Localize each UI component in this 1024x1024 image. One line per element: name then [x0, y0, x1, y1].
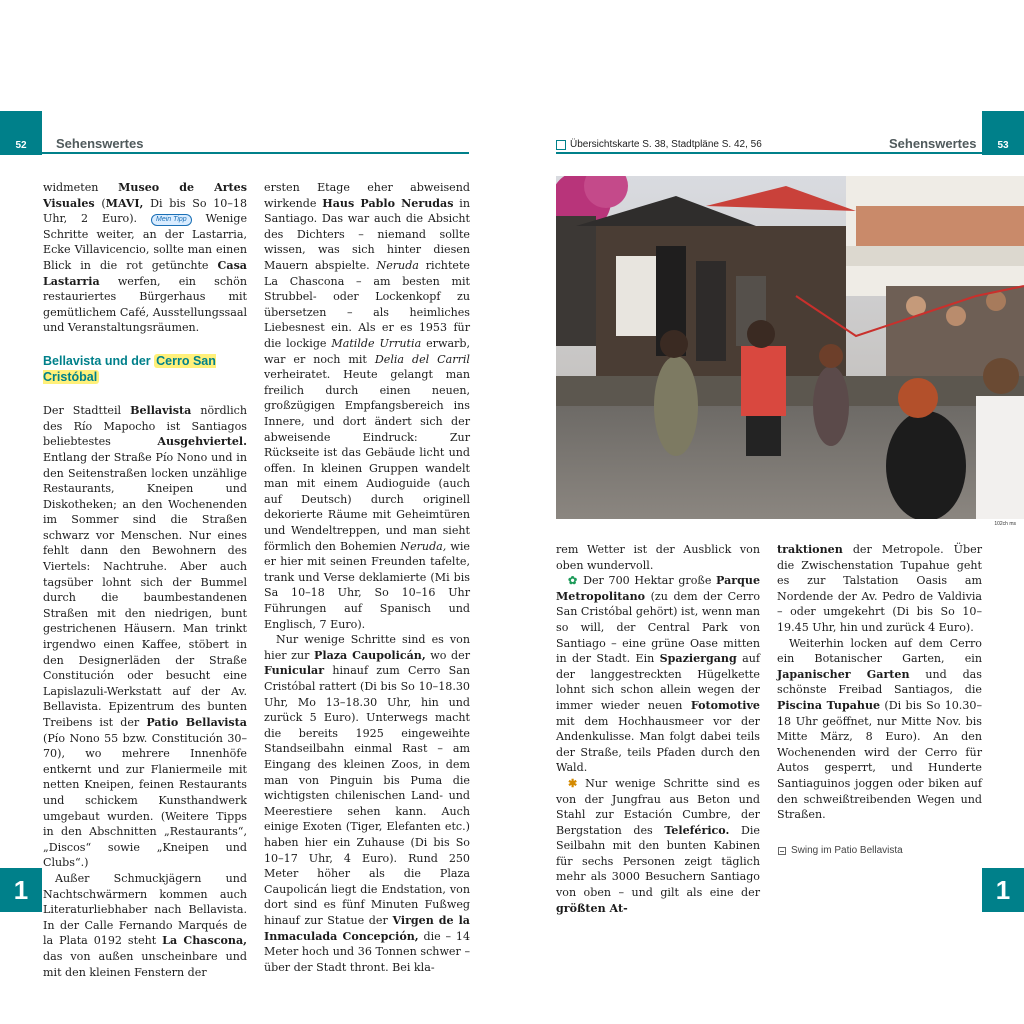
text-column-2 — [264, 180, 470, 975]
text-column-4 — [777, 542, 982, 823]
photo-caption — [778, 845, 903, 856]
park-icon: ✿ — [568, 574, 579, 588]
text-column-3 — [556, 542, 760, 916]
paragraph: Der Stadtteil Bellavista nördlich des Río Mapocho ist Santiagos beliebtestes Ausgehviertel. Entlang der Straße Pío Nono und in den Seitenstraßen locken unzählige Restaurants, Kneipen und Diskotheken; an den Wochenenden im Sommer sind die Straßen schwarz vor Menschen. Nur eines fehlt dann den Bewohnern des Viertels: Nachtruhe. Aber auch tagsüber lohnt sich der Bummel durch die baumbestandenen Straßen mit den niedrigen, bunt gestrichenen Häusern. Man trinkt irgendwo einen Kaffee, stöbert in den Designerläden der Straße Constitución oder besucht eine Lapislazuli-Werkstatt auf der Av. Bellavista. Epizentrum des bunten Treibens ist der Patio Bellavista (Pío Nono 55 bzw. Constitución 30–70), wo mehrere Innenhöfe entkernt und zur Flaniermeile mit netten Kneipen, feinen Restaurants und schickem Kunsthandwerk umgebaut wurden. (Weitere Tipps in den Abschnitten „Restaurants“, „Discos“ sowie „Kneipen und Clubs“.) — [43, 404, 247, 870]
paragraph: ✿ Der 700 Hektar große Parque Metropolitano (zu dem der Cerro San Cristóbal gehört) ist, wenn man so will, der Central Park von Santiago – eine grüne Oase mitten in der Stadt. Ein Spaziergang auf der langgestreckten Hügelkette lohnt sich schon allein wegen der immer wieder neuen Fotomotive mit dem Hochhausmeer vor der Andenkulisse. Man folgt dabei teils der Straße, teils Pfaden durch den Wald. — [556, 574, 761, 775]
map-reference — [556, 139, 762, 150]
page-number-right: 53 — [982, 111, 1024, 155]
paragraph: traktionen der Metropole. Über die Zwischenstation Tupahue geht es zur Talstation Oasis am Nordende der Av. Pedro de Valdivia – oder umgekehrt (Di bis So 10–19.45 Uhr, hin und zurück 4 Euro). — [777, 543, 982, 634]
paragraph: rem Wetter ist der Ausblick von oben wundervoll. — [556, 543, 760, 572]
paragraph: widmeten Museo de Artes Visuales (MAVI, Di bis So 10–18 Uhr, 2 Euro). Mein Tipp Wenige Schritte weiter, an der Lastarria, Ecke Villavicencio, sollte man einen Blick in die rot getünchte Casa Lastarria werfen, ein schön restauriertes Bürgerhaus mit gemütlichem Café, Ausstellungssaal und Veranstaltungsräumen. — [43, 181, 248, 335]
text-column-1 — [43, 180, 247, 980]
photo-credit: 102ch ms — [994, 521, 1016, 527]
header-rule-left — [42, 152, 469, 154]
chapter-tab-left: 1 — [0, 868, 42, 912]
photo-illustration — [556, 176, 1024, 519]
section-title-left: Sehenswertes — [56, 136, 144, 151]
mein-tipp-badge: Mein Tipp — [151, 214, 192, 226]
paragraph: Weiterhin locken auf dem Cerro ein Botanischer Garten, ein Japanischer Garten und das schönste Freibad Santiagos, die Piscina Tupahue (Di bis So 10.30–18 Uhr geöffnet, nur Mitte Nov. bis Mitte März, 8 Euro). An den Wochenenden wird der Cerro für Autos gesperrt, und Hunderte Santiaguinos joggen oder biken auf den schweißtreibenden Wegen und Straßen. — [777, 636, 983, 822]
map-reference-text: Übersichtskarte S. 38, Stadtpläne S. 42, 56 — [570, 139, 762, 150]
map-reference-icon — [556, 140, 566, 150]
caption-icon — [778, 847, 786, 855]
page-number-left: 52 — [0, 111, 42, 155]
paragraph: ersten Etage eher abweisend wirkende Haus Pablo Nerudas in Santiago. Das war auch die Absicht des Dichters – niemand sollte wissen, was sich hinter diesen Mauern abspielte. Neruda richtete La Chascona – am besten mit Strubbel- oder Lockenkopf zu übersetzen – als heimliches Liebesnest ein. Als er es 1953 für die lockige Matilde Urrutia erwarb, war er noch mit Delia del Carril verheiratet. Heute gelangt man freilich durch einen neuen, großzügigen Empfangsbereich ins Innere, und dort ändert sich der abweisende Eindruck: Zur Rückseite ist das Gebäude licht und offen. In kleinen Gruppen wandelt man mit einem Audioguide (auch auf Deutsch) durch originell dekorierte Räume mit Geheimtüren und Wendeltreppen, und man sieht förmlich den Bohemien Neruda, wie er hier mit seinen Freunden tafelte, trank und Verse deklamierte (Mi bis Sa 10–18 Uhr, So 10–16 Uhr Führungen auf Spanisch und Englisch, 7 Euro). — [264, 181, 470, 631]
hiking-icon: ✱ — [568, 776, 578, 790]
paragraph: ✱ Nur wenige Schritte sind es von der Jungfrau aus Beton und Stahl zur Estación Cumbre, der Bergstation des Teleférico. Die Seilbahn mit den bunten Kabinen für sechs Personen zeigt täglich mehr als 3000 Besuchern Santiago von oben – und gilt als eine der größten At- — [556, 776, 760, 915]
section-title-right: Sehenswertes — [889, 136, 977, 151]
photo-swing-patio-bellavista — [556, 176, 1024, 519]
caption-text: Swing im Patio Bellavista — [791, 845, 903, 856]
chapter-tab-right: 1 — [982, 868, 1024, 912]
paragraph: Außer Schmuckjägern und Nachtschwärmern kommen auch Literaturliebhaber nach Bellavista. In der Calle Fernando Marqués de la Plata 0192 steht La Chascona, das von außen unscheinbare und mit den kleinen Fenstern der — [43, 871, 247, 979]
header-rule-right — [556, 152, 982, 154]
paragraph: Nur wenige Schritte sind es von hier zur Plaza Caupolicán, wo der Funicular hinauf zum Cerro San Cristóbal rattert (Di bis So 10–18.30 Uhr, Mo 13–18.30 Uhr, hin und zurück 5 Euro). Unterwegs macht die bereits 1925 eingeweihte Standseilbahn einmal Rast – am Eingang des kleinen Zoos, in dem man von Pinguin bis Puma die wichtigsten chilenischen Land- und Meerestiere sehen kann. Auch einige Exoten (Tiger, Elefanten etc.) haben hier ein Zuhause (Di bis So 10–17 Uhr, 4 Euro). Rund 250 Meter höher als die Plaza Caupolicán liegt die Endstation, von dort sind es fünf Minuten Fußweg hinauf zur Statue der Virgen de la Inmaculada Concepción, die – 14 Meter hoch und 36 Tonnen schwer – über der Stadt thront. Bei kla- — [264, 633, 470, 974]
subheading: Bellavista und der Cerro San Cristóbal — [43, 353, 216, 384]
